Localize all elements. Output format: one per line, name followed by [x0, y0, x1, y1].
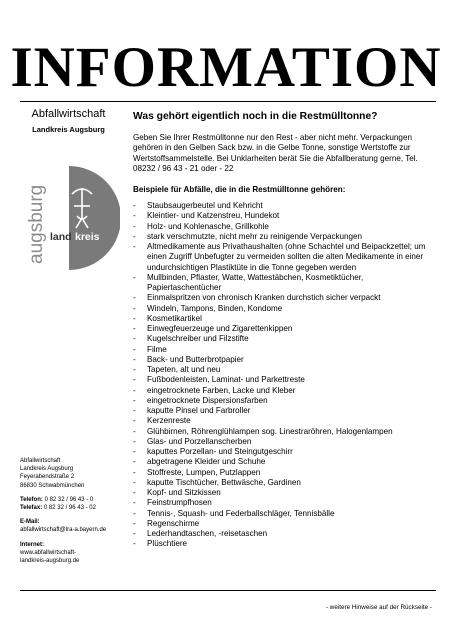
list-item: - Lederhandtaschen, -reisetaschen	[133, 529, 433, 539]
list-item: - eingetrocknete Dispersionsfarben	[133, 396, 433, 406]
internet-label: Internet:	[20, 541, 44, 548]
list-item: - Kleintier- und Katzenstreu, Hundekot	[133, 211, 433, 221]
logo-word-city: augsburg	[26, 184, 47, 264]
list-item: - Kerzenreste	[133, 416, 433, 426]
list-item: - Glas- und Porzellanscherben	[133, 437, 433, 447]
address-line: 86830 Schwabmünchen	[20, 482, 85, 489]
district-name: Landkreis Augsburg	[32, 125, 105, 134]
page-headline: INFORMATION	[10, 36, 442, 99]
list-item: - Glühbirnen, Röhrenglühlampen sog. Linestraröhren, Halogenlampen	[133, 427, 433, 437]
list-item: - Staubsaugerbeutel und Kehricht	[133, 201, 433, 211]
phone-block	[20, 496, 120, 512]
list-item: - Kosmetikartikel	[133, 314, 433, 324]
list-item: - Kugelschreiber und Filzstifte	[133, 334, 433, 344]
address-line: Landkreis Augsburg	[20, 466, 74, 473]
intro-paragraph: Geben Sie Ihrer Restmülltonne nur den Rest - aber nicht mehr. Verpackungen gehören in den Gelben Sack bzw. in die Gelbe Tonne, sonstige Wertstoffe zur Wertstoffsammelstelle. Bei Unklarheiten berät Sie die Abfallberatung gerne, Tel. 08232 / 96 43 - 21 oder - 22	[133, 133, 418, 174]
list-item: - eingetrocknete Farben, Lacke und Kleber	[133, 386, 433, 396]
list-item: - Einmalspritzen von chronisch Kranken durchstich sicher verpackt	[133, 293, 433, 303]
footer-note: - weitere Hinweise auf der Rückseite -	[325, 604, 432, 611]
main-title: Was gehört eigentlich noch in die Restmülltonne?	[133, 111, 378, 122]
top-divider	[20, 101, 436, 102]
email-address[interactable]: abfallwirtschaft@lra-a.bayern.de	[20, 527, 107, 534]
department-name: Abfallwirtschaft	[31, 108, 106, 120]
list-item: - stark verschmutzte, nicht mehr zu reinigende Verpackungen	[133, 232, 433, 242]
waste-list	[133, 201, 433, 550]
list-item: - Holz- und Kohlenasche, Grillkohle	[133, 222, 433, 232]
list-item: - Filme	[133, 345, 433, 355]
list-item: - Tapeten, alt und neu	[133, 365, 433, 375]
list-item: - kaputte Pinsel und Farbroller	[133, 406, 433, 416]
list-item: - kaputtes Porzellan- und Steingutgeschirr	[133, 447, 433, 457]
fax-label: Telefax:	[20, 505, 43, 512]
website-link-line[interactable]: www.abfallwirtschaft-	[20, 549, 77, 556]
list-item: - Mullbinden, Pflaster, Watte, Wattestäbchen, Kosmetiktücher, Papiertaschentücher	[133, 273, 433, 294]
list-item: - Back- und Butterbrotpapier	[133, 355, 433, 365]
internet-block	[20, 541, 120, 566]
phone-number: 0 82 32 / 96 43 - 0	[44, 496, 94, 503]
contact-block	[20, 457, 120, 571]
list-item: - Stoffreste, Lumpen, Putzlappen	[133, 468, 433, 478]
list-item: - Tennis-, Squash- und Federballschläger, Tennisbälle	[133, 509, 433, 519]
logo-icon	[22, 164, 120, 274]
list-item: - Fußbodenleisten, Laminat- und Parkettreste	[133, 375, 433, 385]
website-link-line[interactable]: landkreis-augsburg.de	[20, 558, 80, 565]
email-label: E-Mail:	[20, 519, 40, 526]
address	[20, 457, 120, 490]
sidebar	[20, 108, 117, 134]
list-heading: Beispiele für Abfälle, die in die Restmülltonne gehören:	[133, 184, 346, 194]
list-item: - Windeln, Tampons, Binden, Kondome	[133, 304, 433, 314]
main-content	[133, 110, 433, 550]
address-line: Abfallwirtschaft	[20, 458, 61, 464]
list-item: - kaputte Tischtücher, Bettwäsche, Gardinen	[133, 478, 433, 488]
bottom-divider	[20, 590, 436, 591]
address-line: Feyerabendstraße 2	[20, 474, 75, 481]
fax-number: 0 82 32 / 96 43 - 02	[43, 505, 96, 512]
list-item: - Einwegfeuerzeuge und Zigarettenkippen	[133, 324, 433, 334]
list-item: - Altmedikamente aus Privathaushalten (ohne Schachtel und Beipackzettel; um einen Zugriff Unbefugter zu vermeiden sollten die alten Medikamente in einer undurchsichtigen Plastiktüte in die Tonne gegeben werden	[133, 242, 433, 273]
district-logo	[22, 164, 120, 274]
list-item: - Feinstrumpfhosen	[133, 498, 433, 508]
list-item: - Kopf- und Sitzkissen	[133, 488, 433, 498]
email-block	[20, 518, 120, 534]
list-item: - abgetragene Kleider und Schuhe	[133, 457, 433, 467]
logo-word-land: land	[50, 231, 72, 243]
list-item: - Plüschtiere	[133, 539, 433, 549]
logo-word-kreis: kreis	[75, 231, 100, 243]
phone-label: Telefon:	[20, 496, 43, 503]
list-item: - Regenschirme	[133, 519, 433, 529]
